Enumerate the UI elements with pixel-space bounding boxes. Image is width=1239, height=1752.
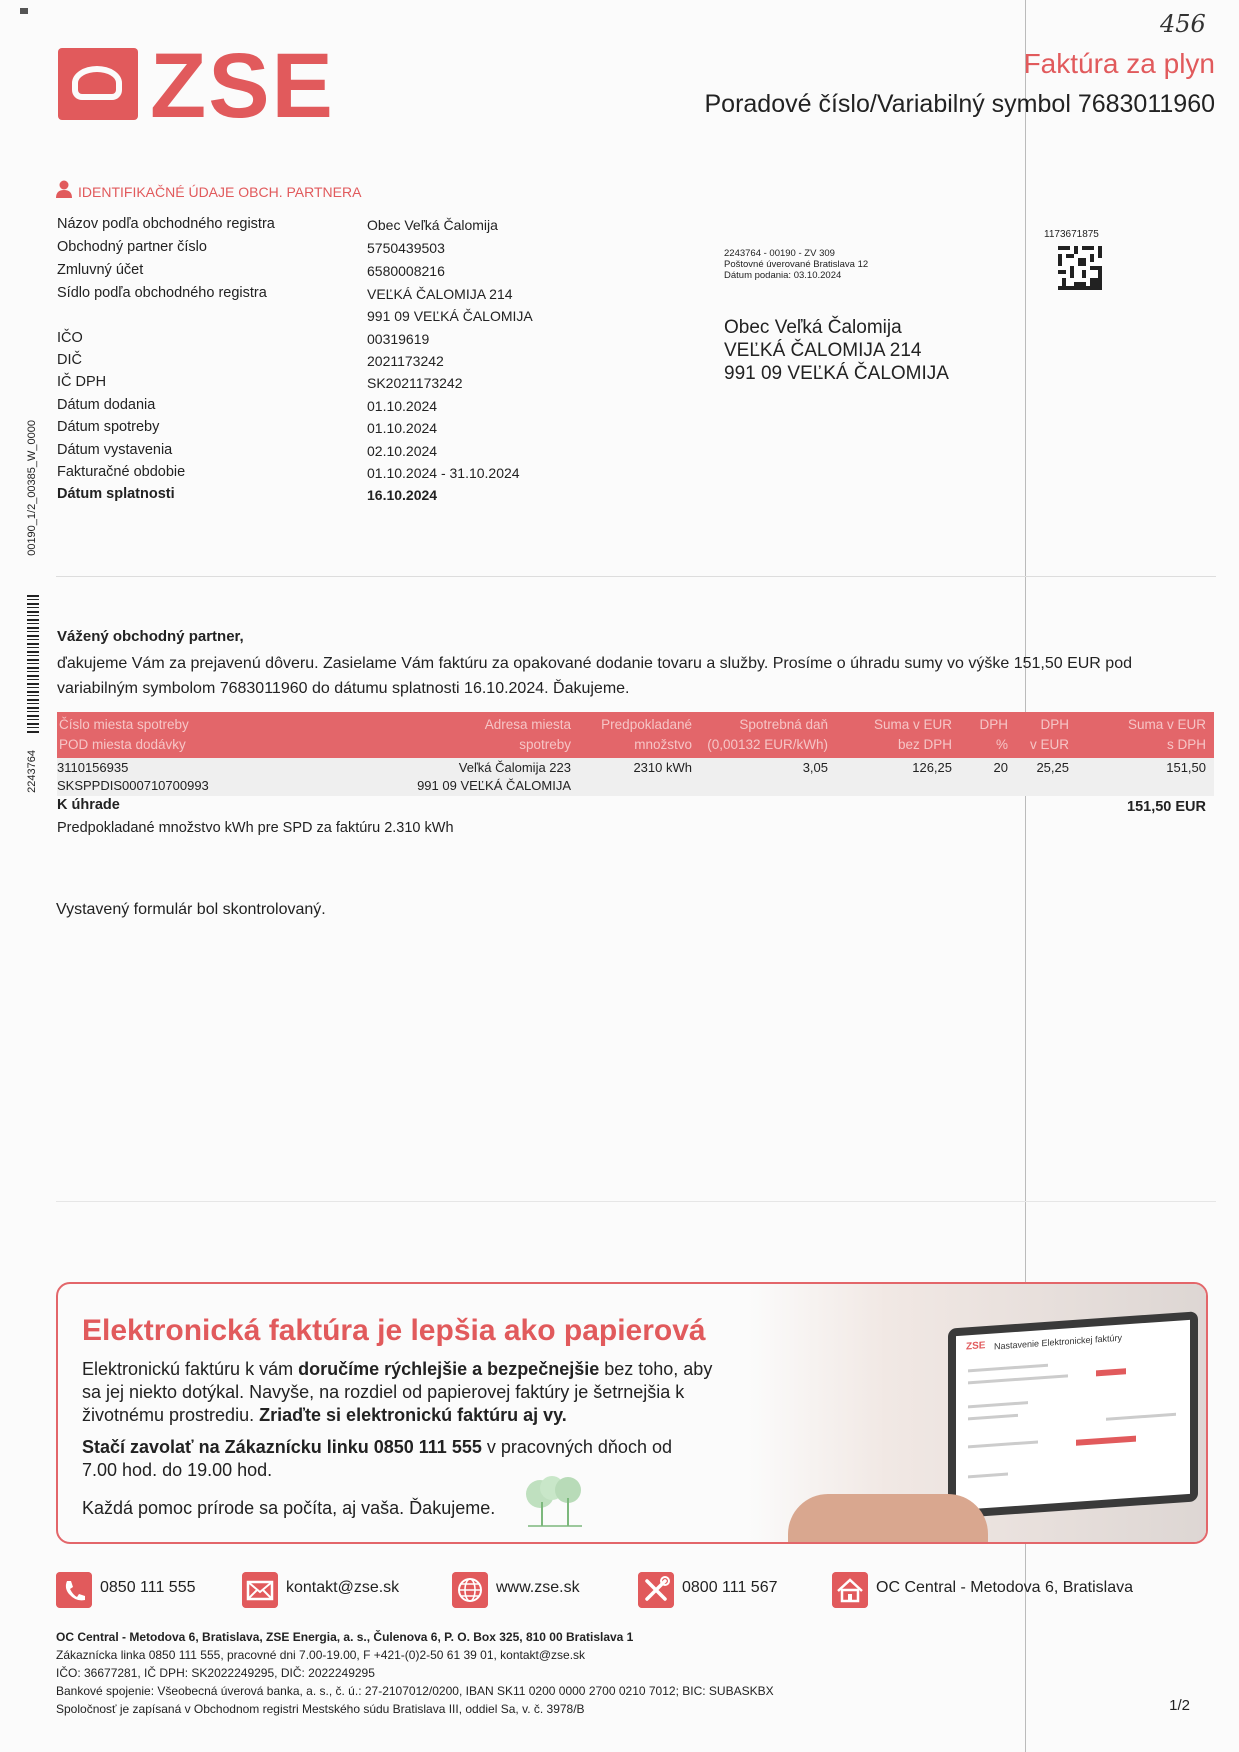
datamatrix-code (1058, 246, 1102, 290)
handwritten-number: 456 (1160, 10, 1206, 38)
promo-p1-b: doručíme rýchlejšie a bezpečnejšie (298, 1359, 600, 1379)
screen-line (968, 1473, 1008, 1479)
page-number: 1/2 (1169, 1697, 1190, 1714)
barcode-number: 1173671875 (1044, 229, 1099, 240)
th-vat-eur-2: v EUR (1029, 737, 1069, 752)
label-ico: IČO (57, 330, 83, 346)
footer-line-4: Bankové spojenie: Všeobecná úverová banka, a. s., č. ú.: 27-2107012/0200, IBAN SK11 0200 0000 2700 0210 7012; BIC: SUBASKBX (56, 1684, 774, 1698)
total-label: K úhrade (57, 797, 120, 813)
postal-line-3: Dátum podania: 03.10.2024 (724, 270, 842, 281)
hands (788, 1494, 988, 1544)
screen-line (968, 1374, 1068, 1384)
value-consumption-date: 01.10.2024 (367, 420, 438, 436)
screen-line (1106, 1413, 1176, 1421)
table-header (57, 712, 1214, 758)
laptop (948, 1311, 1198, 1518)
value-seat: VEĽKÁ ČALOMIJA 214 (367, 286, 513, 302)
screen-line (968, 1414, 1018, 1420)
promo-p2-a: Stačí zavolať na Zákaznícku linku 0850 111 555 (82, 1437, 482, 1457)
screen-button (1076, 1436, 1136, 1446)
value-partner-number: 5750439503 (367, 240, 445, 256)
th-vat-pct: DPH (979, 717, 1008, 732)
label-partner-number: Obchodný partner číslo (57, 239, 207, 255)
label-dic: DIČ (57, 352, 82, 368)
postal-line-1: 2243764 - 00190 - ZV 309 (724, 248, 835, 259)
label-delivery-date: Dátum dodania (57, 397, 156, 413)
screen-line (968, 1401, 1028, 1408)
label-issue-date: Dátum vystavenia (57, 442, 173, 458)
th-sum-vat-2: s DPH (1166, 737, 1206, 752)
td-vat-eur: 25,25 (1036, 760, 1069, 775)
side-code: 00190_1/2_00385_W_0000 (26, 420, 38, 556)
globe-icon (452, 1572, 488, 1608)
screen-button (1096, 1368, 1126, 1376)
zse-logo-icon (58, 48, 138, 120)
td-sum-no-vat: 126,25 (912, 760, 952, 775)
label-seat: Sídlo podľa obchodného registra (57, 285, 267, 301)
label-registry-name: Názov podľa obchodného registra (57, 216, 275, 232)
contact-bar (56, 1570, 1216, 1610)
th-excise: Spotrebná daň (739, 717, 828, 732)
value-ic-dph: SK2021173242 (367, 375, 463, 391)
screen-logo: ZSE (966, 1340, 986, 1353)
value-issue-date: 02.10.2024 (367, 443, 438, 459)
screen-title: Nastavenie Elektronickej faktúry (994, 1332, 1123, 1352)
side-barcode (27, 595, 39, 735)
td-pod: SKSPPDIS000710700993 (57, 778, 209, 793)
promo-p1-d: Zriaďte si elektronickú faktúru aj vy. (259, 1405, 567, 1425)
address-line-2: VEĽKÁ ČALOMIJA 214 (724, 340, 922, 361)
promo-paragraph-3: Každá pomoc prírode sa počíta, aj vaša. Ďakujeme. (82, 1498, 496, 1518)
promo-paragraph-2 (82, 1436, 682, 1482)
laptop-photo (748, 1284, 1208, 1544)
label-ic-dph: IČ DPH (57, 374, 107, 390)
address-line-3: 991 09 VEĽKÁ ČALOMIJA (724, 363, 949, 384)
contact-web-text: www.zse.sk (496, 1579, 580, 1596)
value-ico: 00319619 (367, 331, 430, 347)
value-billing-period: 01.10.2024 - 31.10.2024 (367, 465, 520, 481)
divider-2 (56, 1201, 1216, 1202)
variable-symbol: Poradové číslo/Variabilný symbol 7683011960 (704, 90, 1215, 118)
divider (56, 576, 1216, 577)
house-icon (832, 1572, 868, 1608)
td-excise: 3,05 (802, 760, 828, 775)
value-contract-account: 6580008216 (367, 263, 445, 279)
laptop-screen (956, 1320, 1190, 1510)
screen-line (968, 1364, 1048, 1373)
postal-line-2: Poštovné úverované Bratislava 12 (724, 259, 869, 270)
address-line-1: Obec Veľká Čalomija (724, 317, 902, 338)
promo-p1-c: bez toho, aby sa jej niekto dotýkal. Navyše, na rozdiel od papierovej faktúry je šetrnejšia k životnému prostrediu. (82, 1359, 713, 1425)
td-sum-vat: 151,50 (1166, 760, 1206, 775)
value-registry-name: Obec Veľká Čalomija (367, 217, 498, 233)
th-pod: POD miesta dodávky (59, 737, 186, 752)
th-address-2: spotreby (519, 737, 571, 752)
logo-text: ZSE (150, 35, 335, 137)
th-quantity: Predpokladané (601, 717, 692, 732)
label-contract-account: Zmluvný účet (57, 262, 144, 278)
value-due-date: 16.10.2024 (367, 487, 438, 503)
td-vat-pct: 20 (993, 760, 1008, 775)
th-vat-eur: DPH (1040, 717, 1069, 732)
label-billing-period: Fakturačné obdobie (57, 464, 186, 480)
footer (56, 1628, 856, 1718)
th-excise-2: (0,00132 EUR/kWh) (707, 737, 828, 752)
recipient-address (724, 316, 949, 385)
th-sum-no-vat: Suma v EUR (873, 717, 952, 732)
td-place-number: 3110156935 (57, 760, 129, 775)
th-address: Adresa miesta (484, 717, 571, 732)
th-sum-vat: Suma v EUR (1127, 717, 1206, 732)
td-address-1: Veľká Čalomija 223 (458, 760, 571, 775)
footer-line-5: Spoločnosť je zapísaná v Obchodnom registri Mestského súdu Bratislava III, oddiel Sa, v. č. 3978/B (56, 1702, 585, 1716)
checked-note: Vystavený formulár bol skontrolovaný. (56, 901, 326, 918)
promo-p2-b: v pracovných dňoch od 7.00 hod. do 19.00 hod. (82, 1437, 672, 1480)
footer-line-2: Zákaznícka linka 0850 111 555, pracovné dni 7.00-19.00, F +421-(0)2-50 61 39 01, kontakt@zse.sk (56, 1648, 586, 1662)
promo-paragraph-1 (82, 1358, 722, 1427)
greeting: Vážený obchodný partner, (57, 628, 244, 645)
th-place-number: Číslo miesta spotreby (59, 717, 189, 732)
value-delivery-date: 01.10.2024 (367, 398, 438, 414)
label-due-date: Dátum splatnosti (57, 486, 175, 502)
postal-info (724, 248, 868, 281)
contact-fault-text: 0800 111 567 (682, 1579, 778, 1596)
value-dic: 2021173242 (367, 353, 444, 369)
contact-office-text: OC Central - Metodova 6, Bratislava (876, 1579, 1133, 1596)
predicted-quantity: Predpokladané množstvo kWh pre SPD za faktúru 2.310 kWh (57, 820, 454, 836)
zse-logo (58, 35, 335, 137)
footer-line-3: IČO: 36677281, IČ DPH: SK2022249295, DIČ: 2022249295 (56, 1666, 375, 1680)
total-value: 151,50 EUR (1127, 799, 1206, 815)
promo-heading: Elektronická faktúra je lepšia ako papierová (82, 1314, 706, 1347)
th-quantity-2: množstvo (634, 737, 692, 752)
th-sum-no-vat-2: bez DPH (897, 737, 952, 752)
e-invoice-promo (56, 1282, 1208, 1544)
tools-icon (638, 1572, 674, 1608)
partner-section-title: IDENTIFIKAČNÉ ÚDAJE OBCH. PARTNERA (78, 184, 362, 200)
td-quantity: 2310 kWh (633, 760, 692, 775)
contact-email-text: kontakt@zse.sk (286, 1579, 400, 1596)
footer-line-1: OC Central - Metodova 6, Bratislava, ZSE Energia, a. s., Čulenova 6, P. O. Box 325, 810 00 Bratislava 1 (56, 1630, 634, 1644)
label-consumption-date: Dátum spotreby (57, 419, 160, 435)
td-address-2: 991 09 VEĽKÁ ČALOMIJA (417, 778, 571, 793)
table-row (57, 758, 1214, 796)
person-icon (56, 180, 72, 198)
phone-icon (56, 1572, 92, 1608)
promo-p1-a: Elektronickú faktúru k vám (82, 1359, 299, 1379)
contact-phone-text: 0850 111 555 (100, 1579, 196, 1596)
trees-icon (518, 1468, 588, 1528)
document-title: Faktúra za plyn (1023, 48, 1215, 79)
envelope-icon (242, 1572, 278, 1608)
screen-line (968, 1440, 1038, 1448)
th-vat-pct-2: % (995, 737, 1008, 752)
letter-message: ďakujeme Vám za prejavenú dôveru. Zasielame Vám faktúru za opakované dodanie tovaru a služby. Prosíme o úhradu sumy vo výške 151,50 EUR pod variabilným symbolom 7683011960 do dátumu splatnosti 16.10.2024. Ďakujeme. (57, 655, 1132, 697)
scan-mark (20, 8, 28, 14)
side-code-2: 2243764 (26, 750, 38, 793)
value-seat-city: 991 09 VEĽKÁ ČALOMIJA (367, 308, 533, 324)
